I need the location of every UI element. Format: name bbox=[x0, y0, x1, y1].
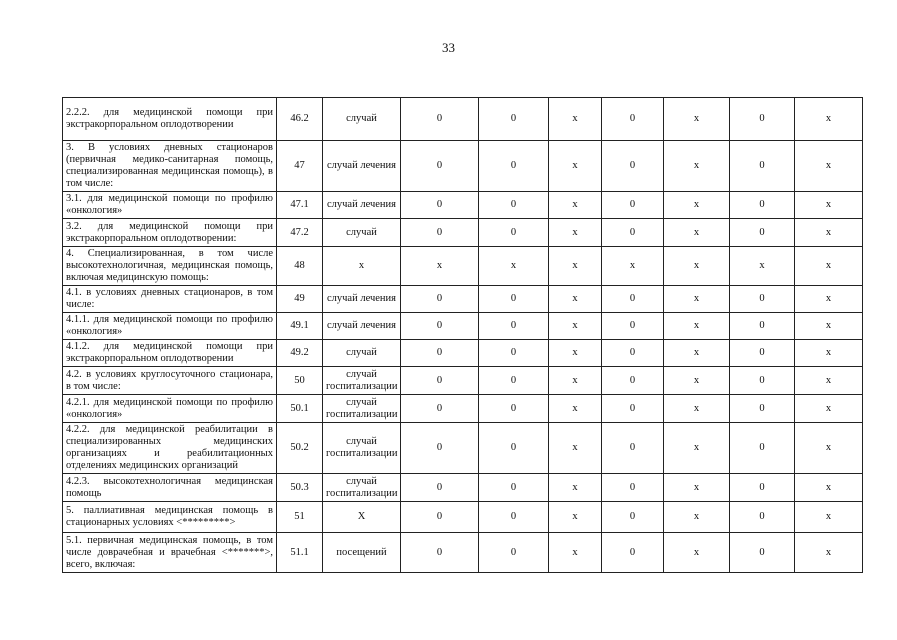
row-value-cell: 0 bbox=[602, 423, 664, 474]
row-unit: случай лечения bbox=[323, 286, 401, 313]
row-value-cell: x bbox=[795, 192, 863, 219]
row-value-cell: x bbox=[664, 533, 730, 573]
row-value-cell: x bbox=[549, 192, 602, 219]
row-value-cell: 0 bbox=[602, 367, 664, 395]
row-value-cell: 0 bbox=[401, 533, 479, 573]
row-value-cell: x bbox=[602, 247, 664, 286]
row-value-cell: x bbox=[664, 286, 730, 313]
table-row bbox=[63, 533, 863, 573]
row-code: 51.1 bbox=[277, 533, 323, 573]
row-value-cell: 0 bbox=[602, 98, 664, 141]
row-value-cell: x bbox=[549, 474, 602, 502]
row-value-cell: 0 bbox=[602, 395, 664, 423]
table-row bbox=[63, 502, 863, 533]
row-unit: случай госпитализации bbox=[323, 367, 401, 395]
row-value-cell: 0 bbox=[401, 474, 479, 502]
row-value-cell: x bbox=[664, 395, 730, 423]
row-value-cell: 0 bbox=[602, 533, 664, 573]
row-unit: случай госпитализации bbox=[323, 423, 401, 474]
row-value-cell: 0 bbox=[602, 192, 664, 219]
row-value-cell: x bbox=[549, 141, 602, 192]
row-value-cell: 0 bbox=[479, 313, 549, 340]
row-value-cell: 0 bbox=[401, 141, 479, 192]
row-value-cell: x bbox=[549, 219, 602, 247]
row-description: 2.2.2. для медицинской помощи при экстракорпоральном оплодотворении bbox=[63, 98, 277, 141]
row-value-cell: 0 bbox=[730, 533, 795, 573]
row-description: 4.2. в условиях круглосуточного стационара, в том числе: bbox=[63, 367, 277, 395]
row-value-cell: x bbox=[664, 474, 730, 502]
row-value-cell: 0 bbox=[479, 340, 549, 367]
row-value-cell: 0 bbox=[401, 367, 479, 395]
row-value-cell: x bbox=[401, 247, 479, 286]
row-value-cell: 0 bbox=[730, 367, 795, 395]
row-unit: случай bbox=[323, 219, 401, 247]
table-row bbox=[63, 395, 863, 423]
table-row bbox=[63, 313, 863, 340]
table-row bbox=[63, 474, 863, 502]
row-value-cell: 0 bbox=[401, 313, 479, 340]
row-value-cell: x bbox=[664, 141, 730, 192]
page-number: 33 bbox=[442, 40, 455, 55]
row-value-cell: 0 bbox=[401, 423, 479, 474]
row-value-cell: x bbox=[795, 141, 863, 192]
row-description: 5. паллиативная медицинская помощь в стационарных условиях <*********> bbox=[63, 502, 277, 533]
row-value-cell: x bbox=[795, 395, 863, 423]
row-value-cell: 0 bbox=[479, 423, 549, 474]
row-value-cell: x bbox=[795, 247, 863, 286]
row-value-cell: x bbox=[549, 502, 602, 533]
row-value-cell: 0 bbox=[479, 98, 549, 141]
row-value-cell: x bbox=[549, 313, 602, 340]
row-value-cell: 0 bbox=[401, 395, 479, 423]
row-value-cell: x bbox=[479, 247, 549, 286]
row-code: 46.2 bbox=[277, 98, 323, 141]
table-row bbox=[63, 98, 863, 141]
row-description: 3.1. для медицинской помощи по профилю «онкология» bbox=[63, 192, 277, 219]
row-value-cell: 0 bbox=[730, 286, 795, 313]
row-value-cell: 0 bbox=[479, 219, 549, 247]
row-code: 50.1 bbox=[277, 395, 323, 423]
table-row bbox=[63, 247, 863, 286]
row-unit: случай лечения bbox=[323, 141, 401, 192]
row-value-cell: x bbox=[664, 192, 730, 219]
row-value-cell: 0 bbox=[602, 502, 664, 533]
row-code: 50.2 bbox=[277, 423, 323, 474]
row-value-cell: 0 bbox=[479, 502, 549, 533]
row-description: 3. В условиях дневных стационаров (первичная медико-санитарная помощь, специализированная медицинская помощь), в том числе: bbox=[63, 141, 277, 192]
row-description: 4.1. в условиях дневных стационаров, в том числе: bbox=[63, 286, 277, 313]
table-row bbox=[63, 141, 863, 192]
row-value-cell: 0 bbox=[479, 395, 549, 423]
row-code: 49.2 bbox=[277, 340, 323, 367]
row-value-cell: 0 bbox=[479, 533, 549, 573]
row-value-cell: x bbox=[664, 219, 730, 247]
row-value-cell: 0 bbox=[730, 395, 795, 423]
table-row bbox=[63, 192, 863, 219]
row-unit: случай bbox=[323, 340, 401, 367]
row-value-cell: 0 bbox=[401, 340, 479, 367]
row-value-cell: 0 bbox=[401, 98, 479, 141]
row-code: 47 bbox=[277, 141, 323, 192]
row-description: 4.1.1. для медицинской помощи по профилю «онкология» bbox=[63, 313, 277, 340]
table-row bbox=[63, 367, 863, 395]
row-value-cell: x bbox=[549, 367, 602, 395]
row-value-cell: x bbox=[795, 98, 863, 141]
row-value-cell: 0 bbox=[479, 192, 549, 219]
row-value-cell: 0 bbox=[730, 502, 795, 533]
row-value-cell: x bbox=[549, 247, 602, 286]
row-value-cell: x bbox=[730, 247, 795, 286]
row-value-cell: x bbox=[795, 286, 863, 313]
row-value-cell: x bbox=[549, 423, 602, 474]
row-value-cell: 0 bbox=[730, 219, 795, 247]
row-value-cell: x bbox=[549, 98, 602, 141]
table-row bbox=[63, 423, 863, 474]
row-value-cell: 0 bbox=[401, 502, 479, 533]
table-row bbox=[63, 286, 863, 313]
row-value-cell: 0 bbox=[730, 423, 795, 474]
row-value-cell: x bbox=[664, 502, 730, 533]
row-unit: случай лечения bbox=[323, 192, 401, 219]
table-body bbox=[63, 98, 863, 573]
row-value-cell: x bbox=[664, 98, 730, 141]
row-value-cell: 0 bbox=[401, 192, 479, 219]
row-code: 49 bbox=[277, 286, 323, 313]
row-description: 4.1.2. для медицинской помощи при экстракорпоральном оплодотворении bbox=[63, 340, 277, 367]
row-value-cell: x bbox=[549, 340, 602, 367]
row-code: 50.3 bbox=[277, 474, 323, 502]
row-value-cell: 0 bbox=[730, 141, 795, 192]
row-value-cell: 0 bbox=[602, 141, 664, 192]
row-unit: посещений bbox=[323, 533, 401, 573]
row-value-cell: 0 bbox=[602, 286, 664, 313]
row-value-cell: x bbox=[664, 367, 730, 395]
row-value-cell: 0 bbox=[730, 313, 795, 340]
row-unit: случай госпитализации bbox=[323, 474, 401, 502]
data-table bbox=[62, 97, 863, 573]
row-value-cell: x bbox=[795, 219, 863, 247]
row-value-cell: 0 bbox=[602, 340, 664, 367]
row-value-cell: 0 bbox=[602, 219, 664, 247]
row-value-cell: 0 bbox=[730, 192, 795, 219]
row-value-cell: 0 bbox=[602, 474, 664, 502]
table-row bbox=[63, 219, 863, 247]
row-value-cell: x bbox=[795, 313, 863, 340]
row-description: 4. Специализированная, в том числе высокотехнологичная, медицинская помощь, включая медицинскую помощь: bbox=[63, 247, 277, 286]
row-unit: случай bbox=[323, 98, 401, 141]
row-value-cell: 0 bbox=[730, 340, 795, 367]
table-row bbox=[63, 340, 863, 367]
row-value-cell: x bbox=[795, 423, 863, 474]
row-value-cell: x bbox=[549, 286, 602, 313]
row-code: 47.1 bbox=[277, 192, 323, 219]
row-value-cell: x bbox=[664, 340, 730, 367]
row-value-cell: 0 bbox=[479, 286, 549, 313]
row-description: 4.2.3. высокотехнологичная медицинская помощь bbox=[63, 474, 277, 502]
row-description: 3.2. для медицинской помощи при экстракорпоральном оплодотворении: bbox=[63, 219, 277, 247]
row-value-cell: x bbox=[795, 533, 863, 573]
row-value-cell: 0 bbox=[730, 98, 795, 141]
row-unit: случай госпитализации bbox=[323, 395, 401, 423]
row-value-cell: 0 bbox=[479, 141, 549, 192]
row-value-cell: 0 bbox=[401, 219, 479, 247]
row-unit: случай лечения bbox=[323, 313, 401, 340]
row-value-cell: x bbox=[795, 502, 863, 533]
row-description: 4.2.2. для медицинской реабилитации в специализированных медицинских организациях и реабилитационных отделениях медицинских организаций bbox=[63, 423, 277, 474]
row-code: 48 bbox=[277, 247, 323, 286]
row-description: 4.2.1. для медицинской помощи по профилю «онкология» bbox=[63, 395, 277, 423]
row-unit: X bbox=[323, 502, 401, 533]
row-code: 50 bbox=[277, 367, 323, 395]
row-value-cell: 0 bbox=[479, 474, 549, 502]
row-value-cell: 0 bbox=[401, 286, 479, 313]
row-value-cell: x bbox=[549, 395, 602, 423]
row-value-cell: x bbox=[795, 340, 863, 367]
row-value-cell: 0 bbox=[602, 313, 664, 340]
row-value-cell: x bbox=[664, 247, 730, 286]
row-value-cell: x bbox=[795, 367, 863, 395]
row-value-cell: x bbox=[549, 533, 602, 573]
row-description: 5.1. первичная медицинская помощь, в том числе доврачебная и врачебная <*******>, всего, включая: bbox=[63, 533, 277, 573]
row-code: 49.1 bbox=[277, 313, 323, 340]
row-value-cell: 0 bbox=[479, 367, 549, 395]
row-value-cell: x bbox=[664, 423, 730, 474]
row-value-cell: x bbox=[664, 313, 730, 340]
row-unit: x bbox=[323, 247, 401, 286]
row-code: 47.2 bbox=[277, 219, 323, 247]
row-value-cell: 0 bbox=[730, 474, 795, 502]
row-code: 51 bbox=[277, 502, 323, 533]
row-value-cell: x bbox=[795, 474, 863, 502]
